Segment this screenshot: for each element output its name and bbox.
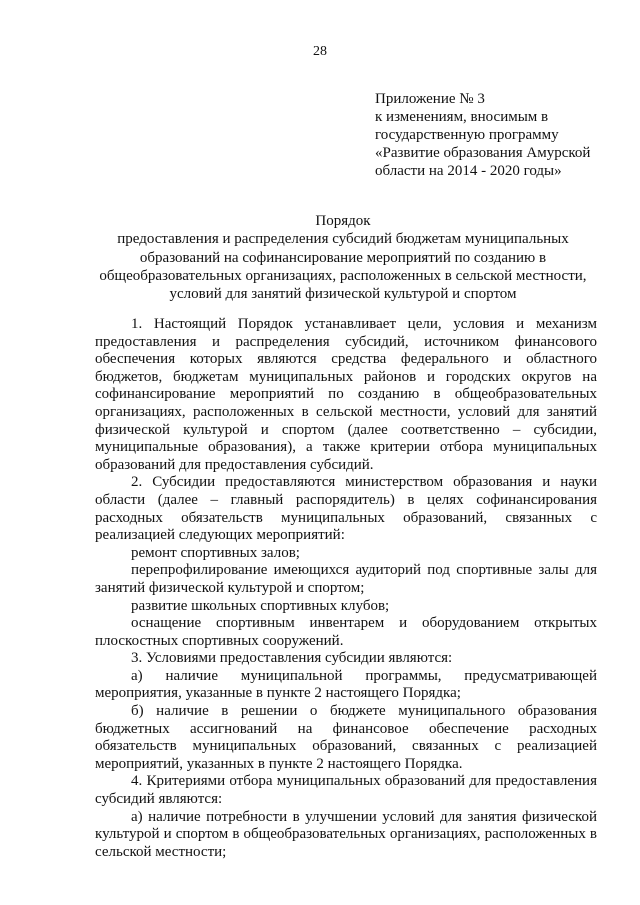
title-line: образований на софинансирование мероприятий по созданию в — [139, 249, 547, 266]
list-item: ремонт спортивных залов; — [131, 544, 300, 561]
appendix-line: области на 2014 - 2020 годы» — [375, 163, 562, 179]
appendix-header — [375, 90, 625, 180]
paragraph-3: 3. Условиями предоставления субсидии являются: — [131, 650, 453, 667]
condition-b: б) наличие в решении о бюджете муниципального образования бюджетных ассигнований на финансовое обеспечение расходных обязательств муниципальных образований, связанных с реализацией мероприятий, указанных в пункте 2 настоящего Порядка. — [95, 703, 597, 772]
appendix-line: Приложение № 3 — [375, 91, 485, 107]
appendix-line: «Развитие образования Амурской — [375, 145, 591, 161]
paragraph-4: 4. Критериями отбора муниципальных образований для предоставления субсидий являются: — [95, 773, 597, 808]
title-heading: Порядок — [315, 213, 371, 229]
list-item: перепрофилирование имеющихся аудиторий под спортивные залы для занятий физической культурой и спортом; — [95, 562, 597, 596]
list-item: оснащение спортивным инвентарем и оборудованием открытых плоскостных спортивных сооружений. — [95, 615, 597, 649]
paragraph-1: 1. Настоящий Порядок устанавливает цели, условия и механизм предоставления и распределения субсидий, источником финансового обеспечения которых являются средства федерального и областного бюджетов, бюджетам муниципальных районов и городских округов на софинансирование мероприятий по созданию в общеобразовательных организациях, расположенных в сельской местности, условий для занятий физической культурой и спортом (далее соответственно – субсидии, муниципальные образования), а также критерии отбора муниципальных образований для предоставления субсидий. — [95, 316, 597, 473]
paragraph-2: 2. Субсидии предоставляются министерством образования и науки области (далее – главный распорядитель) в целях софинансирования расходных обязательств муниципальных образований, связанных с реализацией следующих мероприятий: — [95, 474, 597, 544]
title-line: предоставления и распределения субсидий бюджетам муниципальных — [117, 231, 569, 248]
list-item: развитие школьных спортивных клубов; — [131, 597, 390, 614]
appendix-line: к изменениям, вносимым в — [375, 109, 549, 125]
document-body — [95, 316, 597, 861]
page-number: 28 — [313, 44, 327, 59]
document-title — [78, 212, 608, 303]
title-line: общеобразовательных организациях, расположенных в сельской местности, — [99, 267, 587, 284]
condition-a: а) наличие муниципальной программы, предусматривающей мероприятия, указанные в пункте 2 настоящего Порядка; — [95, 667, 597, 702]
appendix-line: государственную программу — [375, 127, 559, 143]
title-line: условий для занятий физической культурой и спортом — [169, 286, 517, 303]
criterion-a: а) наличие потребности в улучшении условий для занятия физической культурой и спортом в общеобразовательных организациях, расположенных в сельской местности; — [95, 808, 597, 860]
